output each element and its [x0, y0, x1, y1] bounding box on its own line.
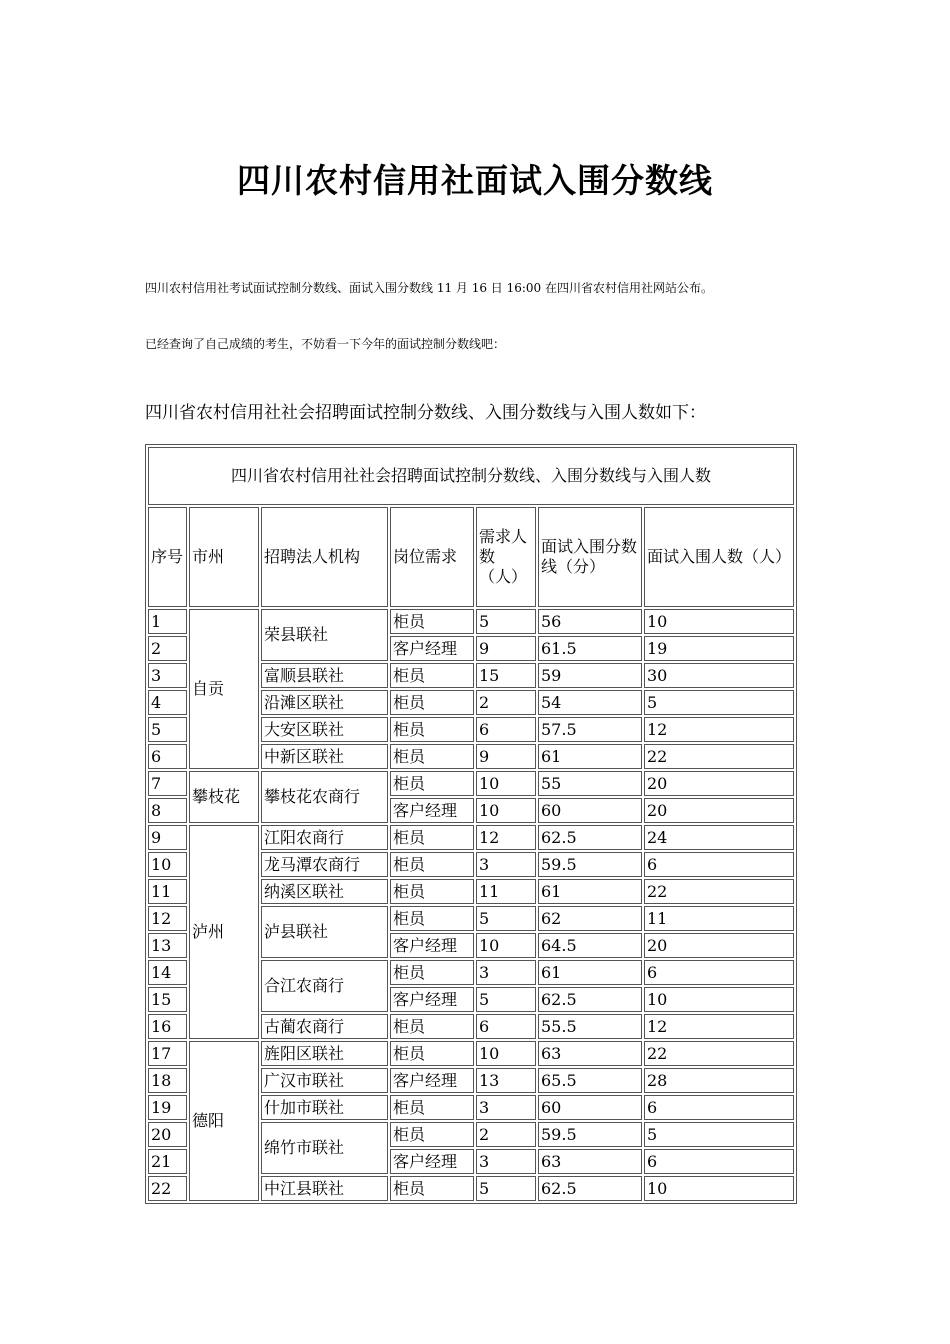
cell-position: 客户经理: [390, 987, 474, 1012]
cell-position: 客户经理: [390, 798, 474, 823]
cell-org: 富顺县联社: [261, 663, 388, 688]
cell-position: 柜员: [390, 1014, 474, 1039]
cell-score: 63: [538, 1041, 642, 1066]
cell-position: 客户经理: [390, 933, 474, 958]
intro-paragraph-2: 已经查询了自己成绩的考生，不妨看一下今年的面试控制分数线吧：: [145, 337, 506, 351]
cell-need: 6: [476, 717, 536, 742]
page-title: 四川农村信用社面试入围分数线: [237, 161, 713, 200]
cell-count: 12: [644, 717, 794, 742]
cell-position: 柜员: [390, 825, 474, 850]
cell-org: 什加市联社: [261, 1095, 388, 1120]
cell-score: 54: [538, 690, 642, 715]
cell-need: 10: [476, 1041, 536, 1066]
cell-org: 龙马潭农商行: [261, 852, 388, 877]
cell-score: 59.5: [538, 852, 642, 877]
cell-score: 59.5: [538, 1122, 642, 1147]
header-need: 需求人数（人）: [476, 507, 536, 607]
cell-score: 56: [538, 609, 642, 634]
cell-need: 9: [476, 744, 536, 769]
table-header-row: [148, 507, 794, 607]
cell-no: 4: [148, 690, 187, 715]
cell-no: 8: [148, 798, 187, 823]
cell-score: 60: [538, 798, 642, 823]
cell-org: 绵竹市联社: [261, 1122, 388, 1174]
table-caption: 四川省农村信用社社会招聘面试控制分数线、入围分数线与入围人数: [148, 447, 794, 505]
table-row: [148, 771, 794, 796]
cell-org: 攀枝花农商行: [261, 771, 388, 823]
cell-score: 60: [538, 1095, 642, 1120]
cell-no: 20: [148, 1122, 187, 1147]
cell-score: 55: [538, 771, 642, 796]
cell-need: 5: [476, 1176, 536, 1201]
cell-score: 61: [538, 960, 642, 985]
cell-need: 10: [476, 771, 536, 796]
cell-need: 2: [476, 1122, 536, 1147]
header-position: 岗位需求: [390, 507, 474, 607]
cell-score: 61: [538, 879, 642, 904]
table-row: [148, 1041, 794, 1066]
cell-count: 6: [644, 1095, 794, 1120]
cell-no: 6: [148, 744, 187, 769]
cell-position: 柜员: [390, 1122, 474, 1147]
cell-score: 62.5: [538, 987, 642, 1012]
cell-org: 旌阳区联社: [261, 1041, 388, 1066]
cell-position: 柜员: [390, 1041, 474, 1066]
cell-no: 3: [148, 663, 187, 688]
cell-no: 2: [148, 636, 187, 661]
header-no: 序号: [148, 507, 187, 607]
cell-org: 泸县联社: [261, 906, 388, 958]
cell-position: 客户经理: [390, 636, 474, 661]
cell-need: 10: [476, 798, 536, 823]
cell-count: 22: [644, 879, 794, 904]
cell-need: 6: [476, 1014, 536, 1039]
cell-position: 柜员: [390, 717, 474, 742]
cell-need: 3: [476, 960, 536, 985]
cell-count: 20: [644, 798, 794, 823]
cell-count: 19: [644, 636, 794, 661]
cell-need: 9: [476, 636, 536, 661]
cell-need: 2: [476, 690, 536, 715]
cell-no: 14: [148, 960, 187, 985]
table-row: [148, 609, 794, 634]
table-row: [148, 825, 794, 850]
cell-position: 柜员: [390, 852, 474, 877]
cell-count: 12: [644, 1014, 794, 1039]
cell-no: 22: [148, 1176, 187, 1201]
cell-count: 24: [644, 825, 794, 850]
cell-position: 柜员: [390, 960, 474, 985]
cell-score: 55.5: [538, 1014, 642, 1039]
cell-position: 柜员: [390, 744, 474, 769]
cell-no: 7: [148, 771, 187, 796]
cell-position: 柜员: [390, 690, 474, 715]
cell-count: 10: [644, 1176, 794, 1201]
cell-need: 12: [476, 825, 536, 850]
cell-score: 62.5: [538, 825, 642, 850]
cell-position: 柜员: [390, 1095, 474, 1120]
cell-no: 5: [148, 717, 187, 742]
header-count: 面试入围人数（人）: [644, 507, 794, 607]
cell-no: 15: [148, 987, 187, 1012]
cell-position: 柜员: [390, 609, 474, 634]
cell-no: 19: [148, 1095, 187, 1120]
cell-count: 20: [644, 933, 794, 958]
cell-no: 13: [148, 933, 187, 958]
cell-no: 9: [148, 825, 187, 850]
cell-count: 10: [644, 987, 794, 1012]
cell-need: 3: [476, 1149, 536, 1174]
cell-position: 柜员: [390, 663, 474, 688]
cell-no: 16: [148, 1014, 187, 1039]
cell-city: 德阳: [189, 1041, 259, 1201]
cell-need: 5: [476, 609, 536, 634]
score-table: [145, 444, 797, 1204]
cell-position: 柜员: [390, 906, 474, 931]
cell-score: 62: [538, 906, 642, 931]
cell-city: 自贡: [189, 609, 259, 769]
cell-need: 13: [476, 1068, 536, 1093]
cell-position: 柜员: [390, 1176, 474, 1201]
cell-count: 28: [644, 1068, 794, 1093]
cell-org: 广汉市联社: [261, 1068, 388, 1093]
cell-org: 合江农商行: [261, 960, 388, 1012]
cell-position: 客户经理: [390, 1068, 474, 1093]
cell-score: 61: [538, 744, 642, 769]
cell-count: 11: [644, 906, 794, 931]
cell-count: 10: [644, 609, 794, 634]
cell-score: 57.5: [538, 717, 642, 742]
cell-position: 客户经理: [390, 1149, 474, 1174]
cell-city: 攀枝花: [189, 771, 259, 823]
cell-need: 11: [476, 879, 536, 904]
cell-need: 5: [476, 906, 536, 931]
cell-score: 65.5: [538, 1068, 642, 1093]
cell-count: 20: [644, 771, 794, 796]
cell-city: 泸州: [189, 825, 259, 1039]
cell-no: 1: [148, 609, 187, 634]
intro-paragraph-3: 四川省农村信用社社会招聘面试控制分数线、入围分数线与入围人数如下：: [145, 403, 706, 423]
cell-need: 3: [476, 1095, 536, 1120]
cell-need: 3: [476, 852, 536, 877]
header-score: 面试入围分数线（分）: [538, 507, 642, 607]
cell-position: 柜员: [390, 771, 474, 796]
cell-no: 12: [148, 906, 187, 931]
cell-score: 61.5: [538, 636, 642, 661]
cell-org: 沿滩区联社: [261, 690, 388, 715]
header-org: 招聘法人机构: [261, 507, 388, 607]
cell-no: 10: [148, 852, 187, 877]
cell-org: 古蔺农商行: [261, 1014, 388, 1039]
cell-count: 6: [644, 852, 794, 877]
cell-no: 11: [148, 879, 187, 904]
cell-score: 63: [538, 1149, 642, 1174]
cell-score: 59: [538, 663, 642, 688]
cell-no: 17: [148, 1041, 187, 1066]
header-city: 市州: [189, 507, 259, 607]
cell-need: 10: [476, 933, 536, 958]
cell-org: 中新区联社: [261, 744, 388, 769]
cell-position: 柜员: [390, 879, 474, 904]
cell-no: 21: [148, 1149, 187, 1174]
cell-org: 中江县联社: [261, 1176, 388, 1201]
cell-count: 5: [644, 1122, 794, 1147]
cell-count: 6: [644, 1149, 794, 1174]
cell-org: 纳溪区联社: [261, 879, 388, 904]
cell-count: 6: [644, 960, 794, 985]
intro-paragraph-1: 四川农村信用社考试面试控制分数线、面试入围分数线 11 月 16 日 16:00 在四川省农村信用社网站公布。: [145, 281, 714, 295]
cell-score: 62.5: [538, 1176, 642, 1201]
cell-score: 64.5: [538, 933, 642, 958]
cell-need: 15: [476, 663, 536, 688]
cell-org: 荣县联社: [261, 609, 388, 661]
cell-count: 5: [644, 690, 794, 715]
cell-count: 22: [644, 1041, 794, 1066]
cell-org: 江阳农商行: [261, 825, 388, 850]
cell-count: 22: [644, 744, 794, 769]
cell-org: 大安区联社: [261, 717, 388, 742]
cell-count: 30: [644, 663, 794, 688]
cell-need: 5: [476, 987, 536, 1012]
cell-no: 18: [148, 1068, 187, 1093]
